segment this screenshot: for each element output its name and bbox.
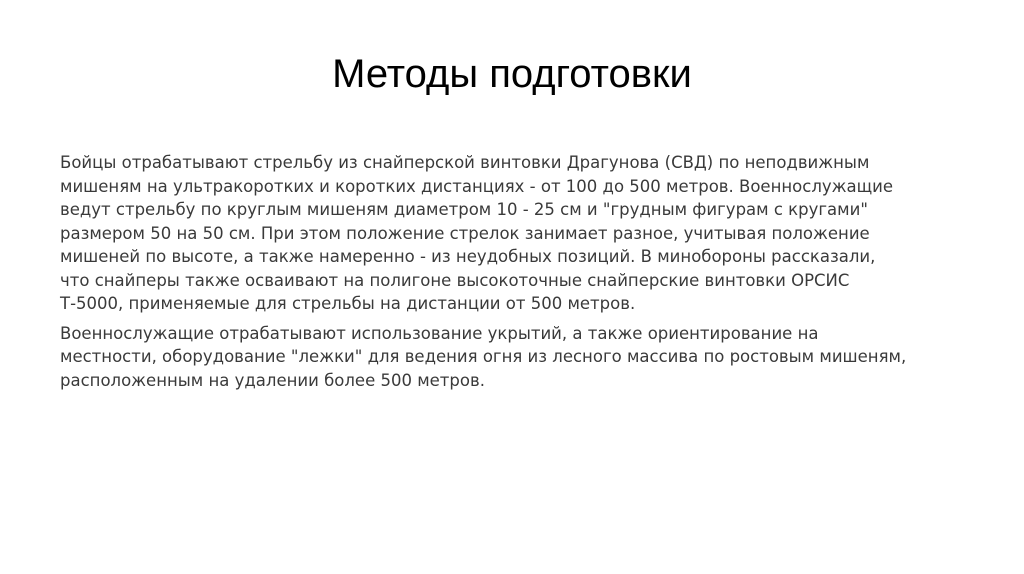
body-paragraph-1: Бойцы отрабатывают стрельбу из снайперской винтовки Драгунова (СВД) по неподвижным мишеням на ультракоротких и коротких дистанциях - от 100 до 500 метров. Военнослужащие ведут стрельбу по круглым мишеням диаметром 10 - 25 см и "грудным фигурам с кругами" размером 50 на 50 см. При этом положение стрелок занимает разное, учитывая положение мишеней по высоте, а также намеренно - из неудобных позиций. В минобороны рассказали, что снайперы также осваивают на полигоне высокоточные снайперские винтовки ОРСИС Т-5000, применяемые для стрельбы на дистанции от 500 метров. xyxy=(60,153,894,313)
body-paragraph-2: Военнослужащие отрабатывают использование укрытий, а также ориентирование на местности, оборудование "лежки" для ведения огня из лесного массива по ростовым мишеням, расположенным на удалении более 500 метров. xyxy=(60,323,907,390)
slide-body xyxy=(60,151,910,398)
slide-title: Методы подготовки xyxy=(332,52,692,96)
